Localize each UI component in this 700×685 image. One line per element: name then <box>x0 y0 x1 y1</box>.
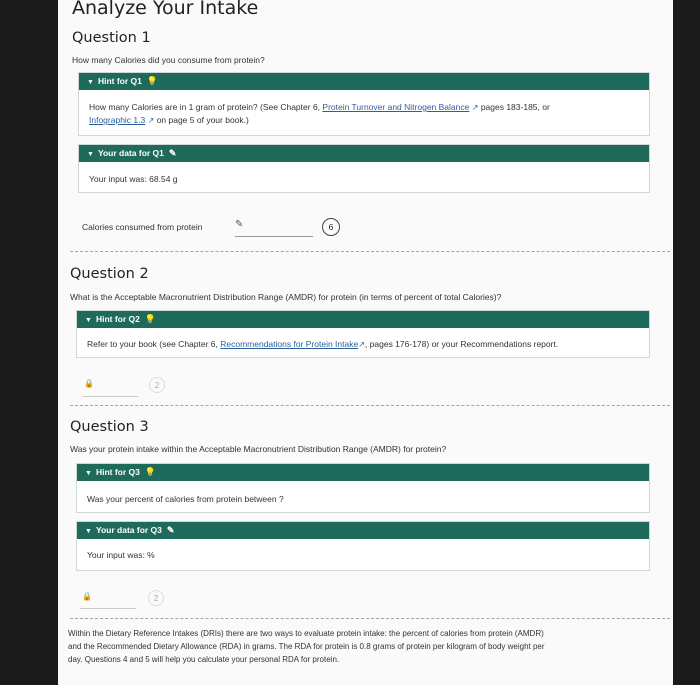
lightbulb-icon: 💡 <box>144 467 157 477</box>
q3-hint-panel <box>76 463 650 513</box>
q3-question: Was your protein intake within the Acceptable Macronutrient Distribution Range (AMDR) for protein? <box>70 444 447 454</box>
q3-points-badge: 2 <box>148 590 164 606</box>
q3-hint-text: Was your percent of calories from protein between ? <box>87 494 284 504</box>
q2-hint-label: Hint for Q2 <box>95 314 140 324</box>
q1-points-badge: 6 <box>322 218 340 236</box>
caret-down-icon: ▼ <box>85 528 92 535</box>
paragraph-line: and the Recommended Dietary Allowance (RDA) in grams. The RDA for protein is 0.8 grams of protein per kilogram of body weight per <box>68 642 545 651</box>
q2-hint-toggle[interactable] <box>77 311 649 328</box>
q2-question: What is the Acceptable Macronutrient Distribution Range (AMDR) for protein (in terms of percent of total Calories)? <box>70 292 502 302</box>
q3-heading: Question 3 <box>70 419 149 435</box>
caret-down-icon: ▼ <box>87 79 94 86</box>
external-link-icon: ↗ <box>358 340 365 349</box>
q1-question: How many Calories did you consume from protein? <box>72 55 265 65</box>
pencil-icon: ✎ <box>166 525 175 535</box>
caret-down-icon: ▼ <box>85 470 92 477</box>
q1-heading: Question 1 <box>72 30 151 46</box>
lock-icon: 🔒 <box>82 592 92 601</box>
caret-down-icon: ▼ <box>85 317 92 324</box>
q1-hint-text-b: pages 183-185, or <box>480 102 550 112</box>
caret-down-icon: ▼ <box>87 151 94 158</box>
q1-hint-panel <box>78 72 650 136</box>
paragraph-line: Within the Dietary Reference Intakes (DRIs) there are two ways to evaluate protein intake: the percent of calories from protein (AMDR) <box>68 629 544 638</box>
q3-answer-input <box>80 608 136 609</box>
q2-points-badge: 2 <box>149 377 165 393</box>
external-link-icon: ↗ <box>147 116 155 125</box>
page-title: Analyze Your Intake <box>72 0 259 19</box>
q1-data-text: Your input was: 68.54 g <box>89 174 178 184</box>
intro-paragraph <box>68 627 672 666</box>
lightbulb-icon: 💡 <box>146 76 159 86</box>
q3-hint-toggle[interactable] <box>77 464 649 481</box>
q3-data-panel <box>76 521 650 571</box>
q2-hint-text-b: pages 176-178) or your Recommendations report. <box>369 339 559 349</box>
lightbulb-icon: 💡 <box>144 314 157 324</box>
q1-data-label: Your data for Q1 <box>97 148 164 158</box>
q1-hint-toggle[interactable] <box>79 73 649 90</box>
q3-data-label: Your data for Q3 <box>95 525 162 535</box>
lock-icon: 🔒 <box>84 379 94 388</box>
q2-hint-text: Refer to your book (see Chapter 6, Recommendations for Protein Intake↗, pages 176-178) or your Recommendations report. <box>87 339 559 349</box>
divider <box>70 618 670 619</box>
q2-hint-link-recommendations[interactable]: Recommendations for Protein Intake <box>220 339 359 349</box>
q1-hint-text-a: How many Calories are in 1 gram of protein? (See Chapter 6, <box>89 102 321 112</box>
q2-answer-input <box>82 396 138 397</box>
q1-hint-text-c: on page 5 of your book.) <box>156 115 249 125</box>
q3-data-toggle[interactable] <box>77 522 649 539</box>
q3-data-text: Your input was: % <box>87 550 155 560</box>
worksheet-page <box>58 0 673 685</box>
q2-heading: Question 2 <box>70 266 149 282</box>
q1-hint-label: Hint for Q1 <box>97 76 142 86</box>
q1-hint-link-nitrogen[interactable]: Protein Turnover and Nitrogen Balance <box>322 102 470 112</box>
q1-answer-label: Calories consumed from protein <box>82 222 203 232</box>
q1-hint-link-infographic[interactable]: Infographic 1.3 <box>89 115 146 125</box>
paragraph-line: day. Questions 4 and 5 will help you calculate your personal RDA for protein. <box>68 655 340 664</box>
divider <box>70 405 670 406</box>
external-link-icon: ↗ <box>471 103 479 112</box>
q1-answer-input[interactable] <box>235 236 313 237</box>
q1-hint-text <box>89 101 639 127</box>
q3-hint-label: Hint for Q3 <box>95 467 140 477</box>
pencil-icon: ✎ <box>235 219 244 230</box>
pencil-icon: ✎ <box>168 148 177 158</box>
divider <box>70 251 670 252</box>
q1-data-panel <box>78 144 650 193</box>
q2-hint-panel <box>76 310 650 358</box>
q1-data-toggle[interactable] <box>79 145 649 162</box>
q2-hint-text-a: Refer to your book (see Chapter 6, <box>87 339 218 349</box>
